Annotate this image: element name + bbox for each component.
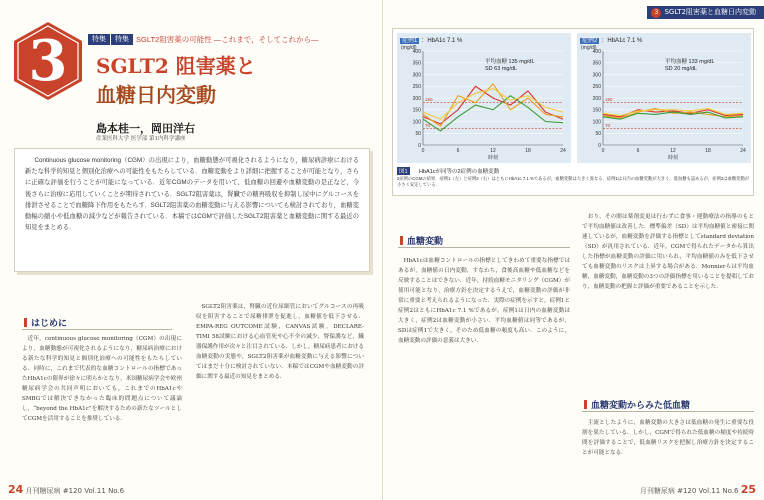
variability-column-2 — [582, 212, 754, 388]
running-head-number: 3 — [651, 8, 661, 18]
figure-caption-text: 2症例のCGMの結果．症例1（左）と症例2（右）はともにHbA1c 7.1 %であるが，血糖変動は大きく異なる．症例1は日内の血糖変動が大きく，低血糖も認めるが，症例2は血糖変動が小さく安定している． — [397, 176, 750, 188]
panel2-mean-label: 平均血糖 — [665, 59, 688, 65]
glucose-chart-case1 — [397, 33, 571, 163]
panel2-sd: 20 mg/dL — [674, 66, 698, 72]
journal-volume: Vol.11 No.6 — [698, 487, 739, 495]
case2-y-tick-label: 250 — [592, 84, 601, 91]
intro-paragraph-1: 近年，continuous glucose monitoring（CGM）の出現により，血糖動態が可視化されるようになり，糖尿病治療における新たな科学的知見と個別化治療への可能性をもたらしている．同時に，これまで代表的な血糖コントロールの指標であったHbA1cの限界が徐々に明らかとなり，米国糖尿病学会や欧州糖尿病学会の共同声明においても，これまでのHbA1cやSMBGでは解決できなかった臨床的問題点について議論し，“beyond the HbA1c”を解決するための新たなツールとしてCGMを活用することを推奨している． — [22, 336, 182, 422]
chapter-digit: 3 — [28, 28, 68, 94]
panel1-label — [400, 35, 462, 44]
journal-name: 月刊糖尿病 #120 — [639, 487, 697, 495]
glucose-chart-case2 — [577, 33, 751, 163]
affiliation: 産業医科大学 医学部 第1内科学講座 — [96, 136, 186, 142]
figure-caption-tag: 図1 — [399, 169, 408, 175]
figure-caption-title: HbA1cが同等の2症例の血糖変動 — [419, 169, 500, 175]
panel1-sd: 63 mg/dL — [494, 66, 518, 72]
abstract-box — [14, 148, 370, 272]
case1-x-tick-label: 24 — [560, 148, 566, 154]
case1-x-axis-label: 時刻 — [487, 155, 499, 161]
variability-paragraph-2: おり，その間は薬剤変更は行わずに食事・運動療法の指導のもとで平均血糖値は改善した．標準偏差（SD）は平均血糖値と密接に関連しているが，血糖変動を評価する指標としてstandard deviation（SD）が汎用されている．近年，CGMで得られたデータから算出した指標が血糖変動の評価に用いられ，平均血糖値のみを低下させても血糖変動のリスクは上昇する場合がある．Monnierらは平均血糖，血糖変動，血糖変動の3つの評価指標を用いることを提唱しており，血糖変動の把握と評価が重要であることを示した． — [582, 214, 754, 290]
case2-y-tick-label: 400 — [592, 48, 601, 55]
left-footer — [8, 483, 124, 496]
panel1-title: ：HbA1c 7.1 % — [421, 38, 463, 44]
case2-reference-label: 70 — [605, 123, 611, 129]
panel2-mean: 133 mg/dL — [688, 59, 715, 65]
chapter-number-badge — [12, 20, 84, 102]
intro-paragraph-2: SGLT2阻害薬は，腎臓の近位尿細管においてグルコースの再吸収を阻害することで尿糖排泄を促進し，血糖値を低下させる．EMPA-REG OUTCOME試験，CANVAS試験，DECLARE-TIMI 58試験における心血管死や心不全の減少，腎保護など，臓器保護作用が次々と注目されている．しかし，糖尿病患者における血糖変動の実態や，SGLT2阻害薬が血糖変動に与える影響についてはまだ十分に検討されていない．本稿ではCGMや血糖変動の評価に関する最近の知見をまとめる． — [196, 304, 364, 380]
case2-x-tick-label: 24 — [740, 148, 746, 154]
case1-y-tick-label: 250 — [412, 84, 421, 91]
case1-y-unit: (mg/dl) — [401, 45, 417, 51]
case2-x-tick-label: 12 — [670, 148, 676, 154]
hypoglycemia-column — [582, 418, 754, 480]
panel2-sd-label: SD — [665, 66, 673, 72]
figure-1 — [392, 28, 754, 196]
variability-column-1 — [398, 256, 570, 476]
case2-y-tick-label: 150 — [592, 107, 601, 114]
tokushu-badge: 特集 — [88, 34, 110, 45]
case1-reference-label: 180 — [425, 97, 433, 103]
right-footer — [640, 483, 756, 496]
case1-x-tick-label: 0 — [421, 148, 425, 154]
chart-panel-case1 — [397, 33, 571, 163]
panel1-sd-label: SD — [485, 66, 493, 72]
case1-reference-label: 70 — [425, 123, 431, 129]
case2-y-tick-label: 200 — [592, 95, 601, 102]
case1-y-tick-label: 350 — [412, 60, 421, 67]
panel1-mean: 135 mg/dL — [508, 59, 535, 65]
page-number: 25 — [740, 483, 756, 496]
panel2-stats — [665, 59, 715, 73]
case2-y-tick-label: 0 — [598, 142, 601, 149]
title-line-1: SGLT2 阻害薬と — [96, 54, 256, 78]
page-number: 24 — [8, 483, 24, 496]
case2-x-axis-label: 時刻 — [667, 155, 679, 161]
intro-column-2 — [196, 302, 364, 472]
variability-paragraph-1: HbA1cは血糖コントロールの指標としてきわめて重要な指標ではあるが，血糖値の日内変動，すなわち，食後高血糖や低血糖などを反映することはできない．近年，持続血糖モニタリング（CGM）が使用可能となり，治療方針を決定するうえで，血糖変動の評価が非常に重要と考えられるようになった．実際の症例を示すと，症例1と症例2はともにHbA1c 7.1 %であるが，症例1は日内の血糖変動は大きく，症例2は血糖変動が小さい．平均血糖値は同等であるが，SDは症例1で大きく，そのため低血糖の頻度も高い．このように，血糖変動の評価の意義は大きい． — [398, 258, 570, 344]
case2-y-tick-label: 100 — [592, 119, 601, 126]
case2-x-tick-label: 0 — [601, 148, 605, 154]
case2-reference-label: 180 — [605, 97, 613, 103]
case2-y-tick-label: 300 — [592, 72, 601, 79]
case1-y-tick-label: 300 — [412, 72, 421, 79]
section-heading-intro: はじめに — [22, 316, 172, 330]
panel1-tag: 症例1 — [402, 38, 418, 44]
panel2-tag: 症例2 — [582, 38, 598, 44]
article-title — [96, 52, 256, 110]
case1-x-tick-label: 12 — [490, 148, 496, 154]
running-head — [647, 6, 764, 19]
case2-y-tick-label: 50 — [595, 131, 601, 138]
case1-y-tick-label: 0 — [418, 142, 421, 149]
case2-x-tick-label: 6 — [636, 148, 640, 154]
authors: 島本桂一，岡田洋右 — [96, 122, 195, 135]
chart-panel-case2 — [577, 33, 751, 163]
abstract-text: Continuous glucose monitoring（CGM）の出現により，血糖動態が可視化されるようになり，糖尿病診療における新たな科学的知見と個別化治療への可能性をもたらしている．血糖変動をより詳細に把握することが可能となり，さらに正確な評価を行うことが可能になっている．近年CGMのデータを用いて，低血糖の回避や血糖変動の是正など，今後さらに治療に応用していくことが期待されている．SGLT2阻害薬は，腎臓での糖再吸収を抑制し尿中にグルコースを排泄させることで血糖降下作用をもたらす．SGLT2阻害薬の血糖変動に与える影響についても検討されており，血糖変動幅の縮小や低血糖の減少などが報告されている．本稿ではCGMで評価したSGLT2阻害薬と血糖変動に関する最近の知見をまとめる． — [25, 157, 359, 232]
case2-y-tick-label: 350 — [592, 60, 601, 67]
case2-x-tick-label: 18 — [705, 148, 711, 154]
case2-y-unit: (mg/dl) — [581, 45, 597, 51]
sub-badge: 特集 — [111, 34, 133, 45]
hypoglycemia-paragraph: 主流としたように，血糖変動の大きさは低血糖の発生に重要な役割を果たしている．しかし，CGMで得られた低血糖の頻度や持続時間を評価することで，低血糖リスクを把握し治療方針を決定することが可能となる． — [582, 420, 754, 456]
case1-y-tick-label: 50 — [415, 131, 421, 138]
journal-name: 月刊糖尿病 #120 — [25, 487, 82, 495]
panel2-title: ：HbA1c 7.1 % — [601, 38, 643, 44]
case1-y-tick-label: 100 — [412, 119, 421, 126]
running-head-title: SGLT2阻害薬と血糖日内変動 — [664, 8, 756, 16]
case1-y-tick-label: 150 — [412, 107, 421, 114]
case1-series-line-day3 — [423, 96, 563, 131]
title-line-2: 血糖日内変動 — [96, 83, 216, 107]
panel1-mean-label: 平均血糖 — [485, 59, 508, 65]
section-heading-hypoglycemia: 血糖変動からみた低血糖 — [582, 398, 754, 412]
case1-x-tick-label: 6 — [456, 148, 460, 154]
case1-x-tick-label: 18 — [525, 148, 531, 154]
series-title: SGLT2阻害薬の可能性 ―これまで，そしてこれから― — [136, 35, 319, 44]
panel2-label — [580, 35, 642, 44]
panel1-stats — [485, 59, 535, 73]
section-heading-variability: 血糖変動 — [398, 234, 570, 248]
case1-y-tick-label: 400 — [412, 48, 421, 55]
journal-volume: Vol.11 No.6 — [84, 487, 125, 495]
case1-series-line-day4 — [423, 89, 563, 120]
case1-y-tick-label: 200 — [412, 95, 421, 102]
intro-column-1 — [22, 334, 182, 468]
